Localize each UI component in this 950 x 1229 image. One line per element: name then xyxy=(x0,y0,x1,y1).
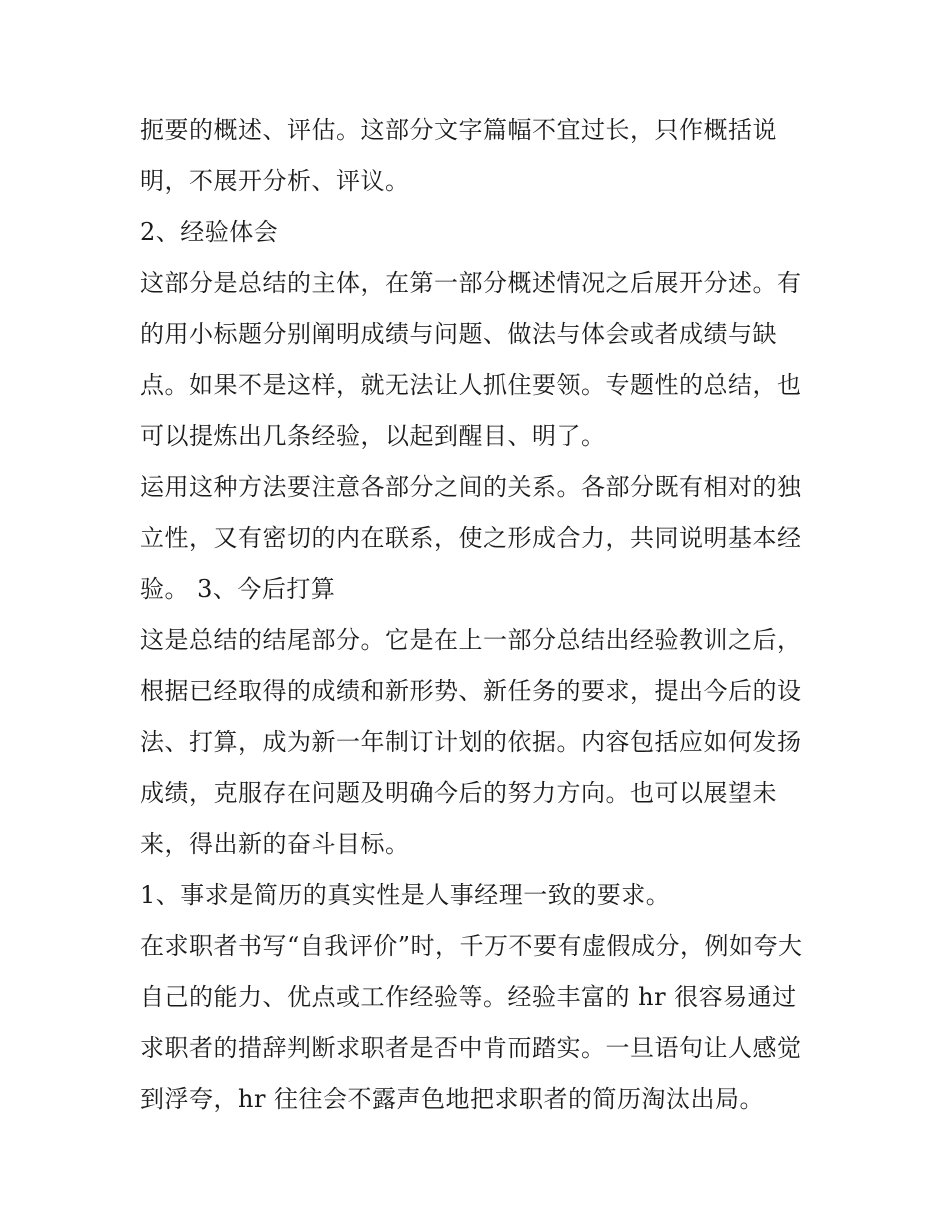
paragraph-line: 这是总结的结尾部分。它是在上一部分总结出经验教训之后， xyxy=(140,626,802,654)
paragraph-line: 来，得出新的奋斗目标。 xyxy=(140,830,410,858)
paragraph-line: 点。如果不是这样，就无法让人抓住要领。专题性的总结，也 xyxy=(140,371,802,399)
paragraph-line: 验。 3、今后打算 xyxy=(140,575,336,603)
paragraph-line: 的用小标题分别阐明成绩与问题、做法与体会或者成绩与缺 xyxy=(140,320,777,348)
paragraph-line: 立性，又有密切的内在联系，使之形成合力，共同说明基本经 xyxy=(140,524,802,552)
paragraph-line: 成绩，克服存在问题及明确今后的努力方向。也可以展望未 xyxy=(140,779,777,807)
section-heading: 1、事求是简历的真实性是人事经理一致的要求。 xyxy=(140,881,671,909)
section-heading: 2、经验体会 xyxy=(140,218,279,246)
paragraph-line: 可以提炼出几条经验，以起到醒目、明了。 xyxy=(140,422,606,450)
paragraph-line: 根据已经取得的成绩和新形势、新任务的要求，提出今后的设 xyxy=(140,677,802,705)
paragraph-line: 这部分是总结的主体，在第一部分概述情况之后展开分述。有 xyxy=(140,269,802,297)
paragraph-line: 法、打算，成为新一年制订计划的依据。内容包括应如何发扬 xyxy=(140,728,802,756)
paragraph-line: 明，不展开分析、评议。 xyxy=(140,167,410,195)
paragraph-line: 运用这种方法要注意各部分之间的关系。各部分既有相对的独 xyxy=(140,473,802,501)
paragraph-line: 在求职者书写“自我评价”时，千万不要有虚假成分，例如夸大 xyxy=(140,932,803,960)
paragraph-line: 求职者的措辞判断求职者是否中肯而踏实。一旦语句让人感觉 xyxy=(140,1034,802,1062)
paragraph-line: 到浮夸，hr 往往会不露声色地把求职者的简历淘汰出局。 xyxy=(140,1085,765,1113)
paragraph-line: 扼要的概述、评估。这部分文字篇幅不宜过长，只作概括说 xyxy=(140,116,777,144)
paragraph-line: 自己的能力、优点或工作经验等。经验丰富的 hr 很容易通过 xyxy=(140,983,797,1011)
